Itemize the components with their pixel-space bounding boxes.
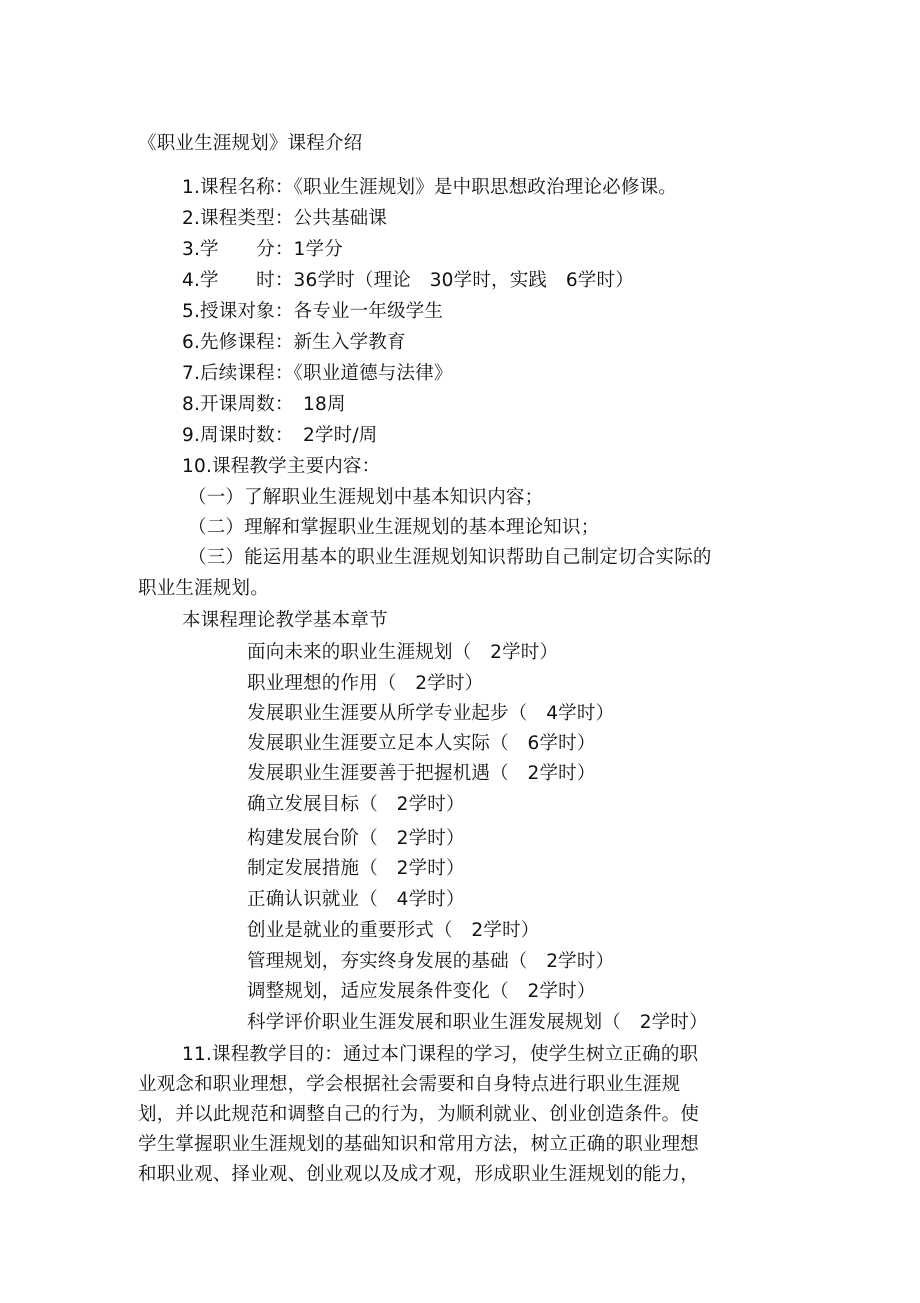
item-main-content: 10.课程教学主要内容： (182, 456, 381, 477)
item-credits: 3.学 分：1学分 (182, 239, 343, 260)
objective-line: 和职业观、择业观、创业观以及成才观，形成职业生涯规划的能力， (138, 1164, 700, 1185)
objective-line: 学生掌握职业生涯规划的基础知识和常用方法，树立正确的职业理想 (138, 1134, 700, 1155)
objective-line: 划，并以此规范和调整自己的行为，为顺利就业、创业创造条件。使 (138, 1104, 700, 1125)
content-point-3-continued: 职业生涯规划。 (138, 578, 269, 599)
item-course-type: 2.课程类型：公共基础课 (182, 208, 388, 229)
chapter-item: 确立发展目标（ 2学时） (247, 794, 465, 815)
chapter-item: 正确认识就业（ 4学时） (247, 889, 465, 910)
chapter-item: 职业理想的作用（ 2学时） (247, 673, 484, 694)
chapters-heading: 本课程理论教学基本章节 (182, 610, 388, 631)
chapter-item: 管理规划，夯实终身发展的基础（ 2学时） (247, 951, 615, 972)
item-audience: 5.授课对象：各专业一年级学生 (182, 301, 444, 322)
chapter-item: 制定发展措施（ 2学时） (247, 858, 465, 879)
chapter-item: 构建发展台阶（ 2学时） (247, 828, 465, 849)
objective-line: 业观念和职业理想，学会根据社会需要和自身特点进行职业生涯规 (138, 1074, 681, 1095)
content-point-3: （三）能运用基本的职业生涯规划知识帮助自己制定切合实际的 (188, 547, 712, 568)
chapter-item: 发展职业生涯要立足本人实际（ 6学时） (247, 733, 596, 754)
chapter-item: 调整规划，适应发展条件变化（ 2学时） (247, 981, 596, 1002)
item-weekly-hours: 9.周课时数： 2学时/周 (182, 425, 378, 446)
chapter-item: 创业是就业的重要形式（ 2学时） (247, 920, 540, 941)
item-weeks: 8.开课周数： 18周 (182, 394, 346, 415)
document-title: 《职业生涯规划》课程介绍 (138, 133, 363, 154)
content-point-2: （二）理解和掌握职业生涯规划的基本理论知识； (188, 517, 600, 538)
chapter-item: 科学评价职业生涯发展和职业生涯发展规划（ 2学时） (247, 1012, 708, 1033)
chapter-item: 发展职业生涯要从所学专业起步（ 4学时） (247, 703, 615, 724)
content-point-1: （一）了解职业生涯规划中基本知识内容； (188, 487, 544, 508)
item-follow-up: 7.后续课程：《职业道德与法律》 (182, 363, 453, 384)
chapter-item: 发展职业生涯要善于把握机遇（ 2学时） (247, 763, 596, 784)
item-prerequisite: 6.先修课程：新生入学教育 (182, 332, 406, 353)
item-course-name: 1.课程名称：《职业生涯规划》是中职思想政治理论必修课。 (182, 177, 678, 198)
item-hours: 4.学 时：36学时（理论 30学时，实践 6学时） (182, 270, 634, 291)
objective-line: 11.课程教学目的：通过本门课程的学习，使学生树立正确的职 (182, 1044, 699, 1065)
chapter-item: 面向未来的职业生涯规划（ 2学时） (247, 642, 559, 663)
